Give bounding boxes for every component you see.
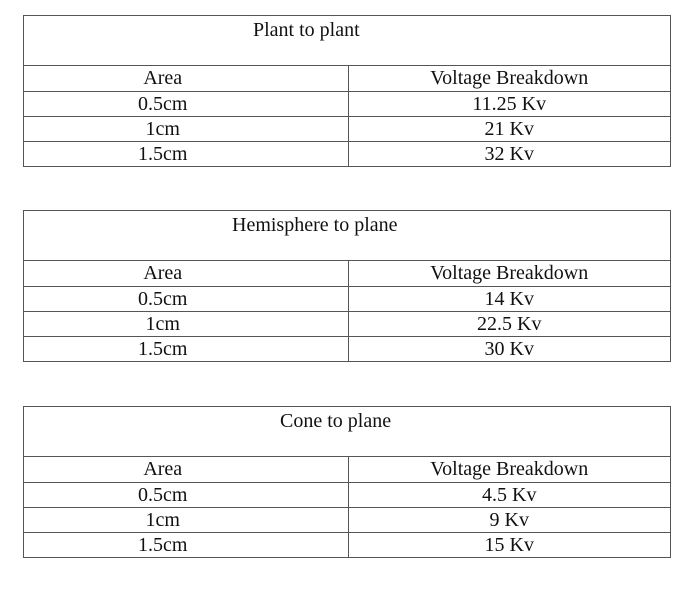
column-header-voltage: Voltage Breakdown — [430, 458, 589, 481]
cell-area: 1cm — [24, 507, 348, 532]
table-header-row — [24, 261, 670, 286]
column-header-voltage: Voltage Breakdown — [430, 262, 589, 285]
cell-area: 1.5cm — [24, 336, 348, 361]
cell-voltage: 30 Kv — [348, 336, 670, 361]
table-row — [24, 336, 670, 361]
table-row — [24, 116, 670, 141]
table-header-row — [24, 66, 670, 91]
cell-area: 1.5cm — [24, 141, 348, 166]
table-title — [24, 211, 670, 261]
table-hemisphere-to-plane — [23, 210, 671, 362]
table-cone-to-plane — [23, 406, 671, 558]
data-table — [24, 261, 670, 361]
cell-area: 1.5cm — [24, 532, 348, 557]
cell-voltage: 4.5 Kv — [348, 482, 670, 507]
table-title-text: Cone to plane — [280, 410, 392, 432]
cell-voltage: 21 Kv — [348, 116, 670, 141]
table-row — [24, 482, 670, 507]
cell-area: 1cm — [24, 116, 348, 141]
cell-voltage: 15 Kv — [348, 532, 670, 557]
cell-area: 0.5cm — [24, 286, 348, 311]
data-table — [24, 66, 670, 166]
cell-voltage: 32 Kv — [348, 141, 670, 166]
column-header-voltage: Voltage Breakdown — [430, 67, 589, 90]
column-header-area: Area — [24, 457, 348, 482]
table-row — [24, 91, 670, 116]
data-table — [24, 457, 670, 557]
table-row — [24, 286, 670, 311]
table-row — [24, 507, 670, 532]
table-title — [24, 407, 670, 457]
table-title — [24, 16, 670, 66]
column-header-area: Area — [24, 261, 348, 286]
cell-area: 1cm — [24, 311, 348, 336]
table-title-text: Plant to plant — [253, 19, 360, 41]
table-header-row — [24, 457, 670, 482]
table-row — [24, 141, 670, 166]
cell-voltage: 11.25 Kv — [348, 91, 670, 116]
cell-voltage: 22.5 Kv — [348, 311, 670, 336]
table-title-text: Hemisphere to plane — [232, 214, 398, 236]
table-plant-to-plant — [23, 15, 671, 167]
cell-area: 0.5cm — [24, 91, 348, 116]
cell-voltage: 9 Kv — [348, 507, 670, 532]
table-row — [24, 311, 670, 336]
cell-area: 0.5cm — [24, 482, 348, 507]
column-header-area: Area — [24, 66, 348, 91]
cell-voltage: 14 Kv — [348, 286, 670, 311]
table-row — [24, 532, 670, 557]
